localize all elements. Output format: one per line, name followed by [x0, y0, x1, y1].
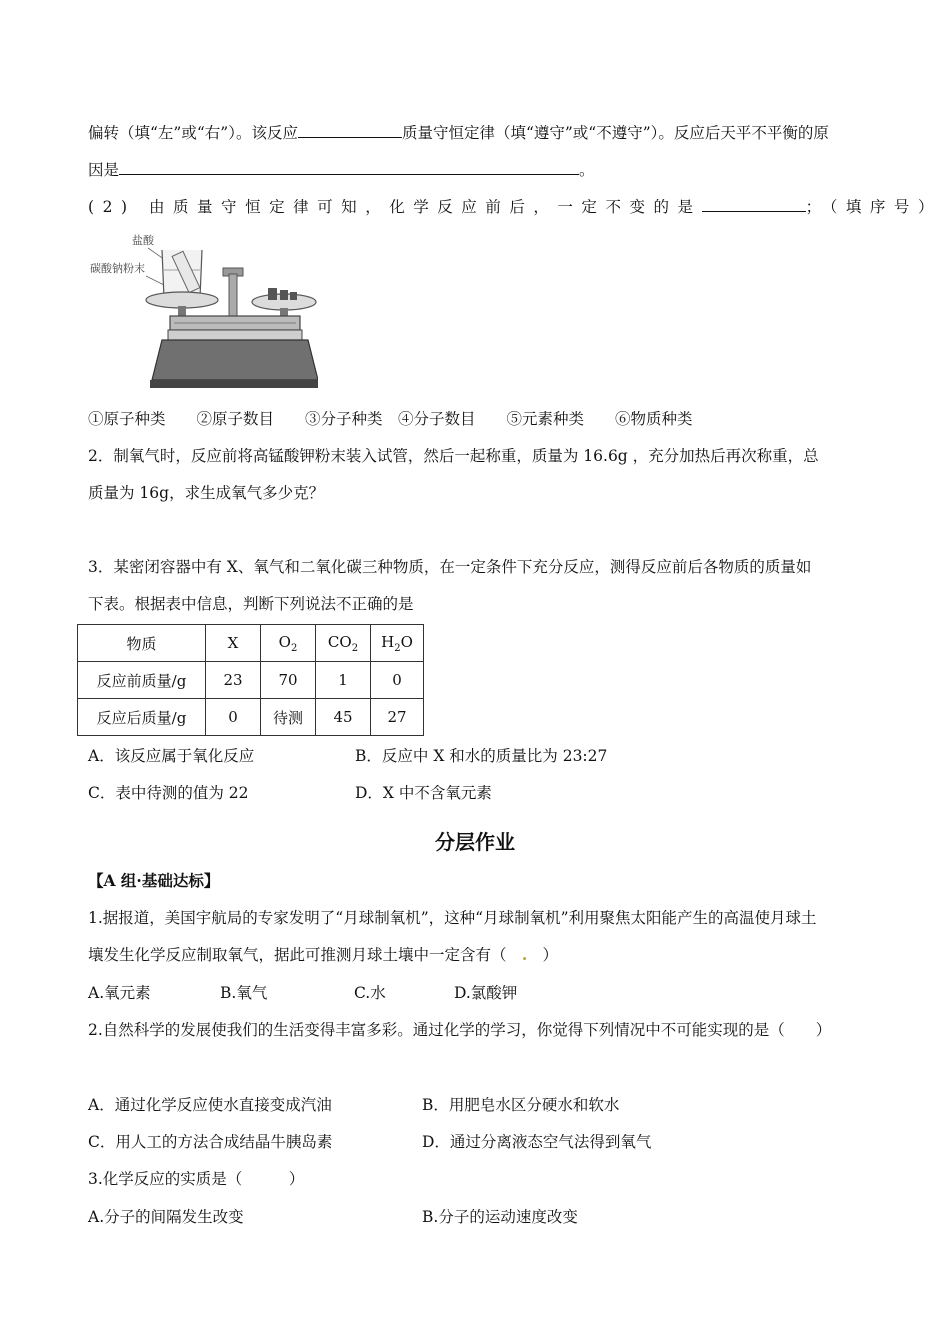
group-a-q3-option-b[interactable]: B.分子的运动速度改变	[422, 1208, 578, 1226]
q1-line2-text-b: 。	[579, 161, 595, 179]
q3-option-b[interactable]: B．反应中 X 和水的质量比为 23:27	[355, 747, 608, 765]
q1-part2	[88, 195, 942, 218]
table-cell: 45	[316, 699, 371, 736]
table-cell: 0	[206, 699, 261, 736]
q1-line1	[88, 121, 829, 144]
balance-scale-illustration	[88, 230, 318, 395]
q1-options: ①原子种类 ②原子数目 ③分子种类 ④分子数目 ⑤元素种类 ⑥物质种类	[88, 410, 693, 428]
table-cell: 物质	[78, 625, 206, 662]
group-a-q2-option-b[interactable]: B．用肥皂水区分硬水和软水	[422, 1096, 620, 1114]
group-a-q2-option-c[interactable]: C．用人工的方法合成结晶牛胰岛素	[88, 1133, 333, 1151]
mass-table	[77, 624, 424, 736]
group-a-q1-line1: 1.据报道，美国宇航局的专家发明了“月球制氧机”，这种“月球制氧机”利用聚焦太阳能产生的高温使月球土	[88, 909, 817, 927]
group-a-q1-option-c[interactable]: C.水	[354, 984, 386, 1002]
table-cell: 27	[371, 699, 424, 736]
q1-line1-text-b: 质量守恒定律（填“遵守”或“不遵守”）。反应后天平不平衡的原	[401, 124, 829, 142]
q1-part2-text-a: (2) 由质量守恒定律可知，化学反应前后，一定不变的是	[88, 198, 702, 216]
q3-line2: 下表。根据表中信息，判断下列说法不正确的是	[88, 595, 414, 613]
group-a-heading: 【A 组·基础达标】	[88, 871, 220, 890]
label-powder: 碳酸钠粉末	[90, 262, 145, 275]
table-row	[78, 625, 424, 662]
q2-line2: 质量为 16g，求生成氧气多少克？	[88, 484, 325, 502]
group-a-q2-option-a[interactable]: A．通过化学反应使水直接变成汽油	[88, 1096, 332, 1114]
table-cell: $H_2O$	[371, 625, 424, 662]
answer-blank[interactable]	[298, 121, 402, 138]
table-cell: X	[206, 625, 261, 662]
table-row	[78, 699, 424, 736]
group-a-q2-line1: 2.自然科学的发展使我们的生活变得丰富多彩。通过化学的学习，你觉得下列情况中不可能实现的是（ ）	[88, 1021, 832, 1039]
answer-blank[interactable]	[119, 158, 579, 175]
q3-line1: 3．某密闭容器中有 X、氧气和二氧化碳三种物质，在一定条件下充分反应，测得反应前后各物质的质量如	[88, 558, 812, 576]
q1-part2-text-b: ；（填序号）	[805, 198, 942, 216]
q1-line2	[88, 158, 595, 181]
q3-option-d[interactable]: D．X 中不含氧元素	[355, 784, 492, 802]
group-a-q1-line2	[88, 944, 558, 966]
label-acid: 盐酸	[132, 234, 154, 247]
q3-option-c[interactable]: C．表中待测的值为 22	[88, 784, 249, 802]
table-row	[78, 662, 424, 699]
group-a-q2-option-d[interactable]: D．通过分离液态空气法得到氧气	[422, 1133, 652, 1151]
table-cell: $O_2$	[261, 625, 316, 662]
group-a-q1-mark: .	[521, 945, 528, 964]
table-cell: 1	[316, 662, 371, 699]
table-cell: 23	[206, 662, 261, 699]
group-a-q1-option-b[interactable]: B.氧气	[220, 984, 268, 1002]
group-a-q1-option-d[interactable]: D.氯酸钾	[454, 984, 518, 1002]
section-title: 分层作业	[435, 830, 515, 854]
group-a-q1-option-a[interactable]: A.氧元素	[88, 984, 151, 1002]
table-cell: 70	[261, 662, 316, 699]
group-a-q1-line2-close: ）	[542, 946, 559, 964]
q1-line2-text-a: 因是	[88, 161, 120, 179]
answer-blank[interactable]	[702, 195, 806, 212]
group-a-q3-line1: 3.化学反应的实质是（ ）	[88, 1170, 305, 1188]
table-cell: 反应前质量/g	[78, 662, 206, 699]
table-cell: 反应后质量/g	[78, 699, 206, 736]
table-cell: 0	[371, 662, 424, 699]
table-cell: 待测	[261, 699, 316, 736]
table-cell: $CO_2$	[316, 625, 371, 662]
q1-line1-text-a: 偏转（填“左”或“右”）。该反应	[88, 124, 298, 142]
group-a-q1-line2-text: 壤发生化学反应制取氧气，据此可推测月球土壤中一定含有（	[88, 946, 507, 964]
q2-line1: 2．制氧气时，反应前将高锰酸钾粉末装入试管，然后一起称重，质量为 16.6g ，充分加热后再次称重，总	[88, 447, 819, 465]
q3-option-a[interactable]: A．该反应属于氧化反应	[88, 747, 255, 765]
group-a-q3-option-a[interactable]: A.分子的间隔发生改变	[88, 1208, 244, 1226]
balance-figure	[88, 230, 318, 395]
